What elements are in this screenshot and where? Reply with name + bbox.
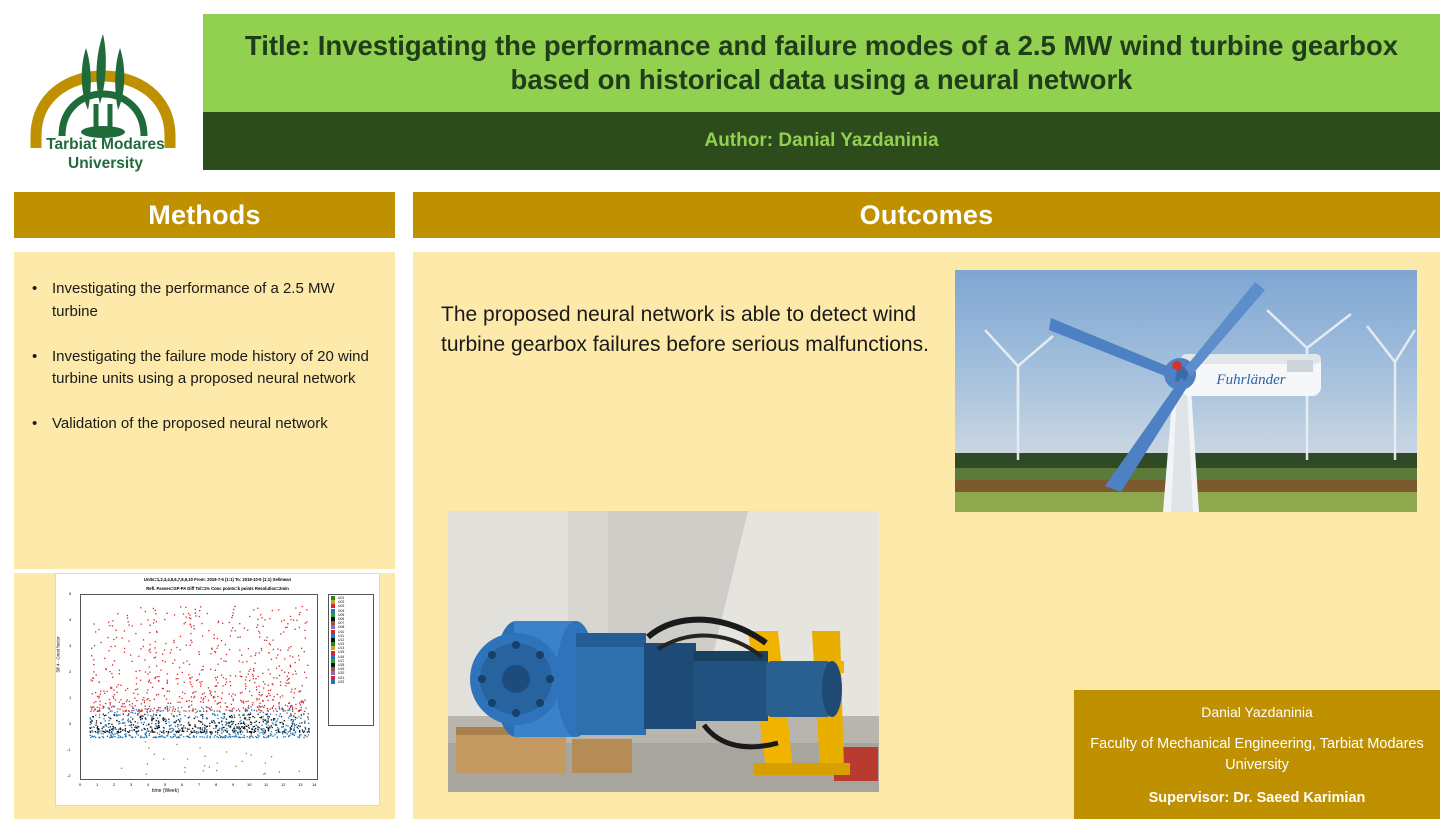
gearbox-photo bbox=[448, 511, 879, 792]
y-tick: 0 bbox=[69, 721, 72, 726]
x-tick: 9 bbox=[232, 782, 235, 787]
x-tick: 5 bbox=[164, 782, 167, 787]
x-tick: 8 bbox=[215, 782, 218, 787]
page-title: Title: Investigating the performance and failure modes of a 2.5 MW wind turbine gearbox based on historical data using a neural network bbox=[244, 30, 1399, 95]
legend-entry-label: U01 bbox=[338, 596, 345, 600]
wind-turbine-photo bbox=[955, 270, 1417, 512]
legend-entry-label: U06 bbox=[338, 616, 345, 621]
affiliation-faculty bbox=[1090, 734, 1424, 776]
chart-legend bbox=[328, 594, 374, 726]
chart-plot-area bbox=[80, 594, 318, 780]
legend-entry-label: U11 bbox=[338, 633, 344, 638]
methods-section-header bbox=[14, 192, 395, 238]
y-tick: 4 bbox=[69, 617, 72, 622]
bullet-icon: • bbox=[32, 347, 38, 365]
legend-entry-label: U07 bbox=[338, 621, 345, 626]
y-tick: 3 bbox=[69, 643, 72, 648]
legend-entry-label: U21 bbox=[338, 675, 345, 680]
x-tick: 7 bbox=[198, 782, 201, 787]
methods-bullet-list bbox=[14, 262, 395, 458]
affiliation-university-word2: Modares bbox=[1367, 736, 1424, 752]
y-tick: 5 bbox=[69, 591, 72, 596]
wind-turbine-photo-svg bbox=[955, 270, 1417, 512]
x-tick: 10 bbox=[247, 782, 252, 787]
x-tick: 0 bbox=[79, 782, 82, 787]
x-tick: 12 bbox=[281, 782, 286, 787]
legend-marker-icon bbox=[331, 680, 335, 684]
logo-text-line2: University bbox=[68, 154, 143, 172]
y-tick: -2 bbox=[67, 773, 71, 778]
legend-entry bbox=[331, 680, 371, 684]
author-label: Author: Danial Yazdaninia bbox=[704, 130, 939, 151]
list-item bbox=[32, 346, 377, 392]
list-item-label: Investigating the performance of a 2.5 MW turbine bbox=[52, 280, 335, 320]
legend-entry-label: U15 bbox=[338, 650, 345, 655]
list-item-label: Investigating the failure mode history of 20 wind turbine units using a proposed neural network bbox=[52, 347, 369, 388]
failure-history-scatter-plot bbox=[55, 573, 380, 806]
methods-header-label: Methods bbox=[148, 199, 261, 230]
list-item bbox=[32, 278, 377, 324]
legend-entry-label: U14 bbox=[338, 646, 345, 651]
legend-entry-label: U02 bbox=[338, 600, 345, 605]
legend-entry-label: U17 bbox=[338, 658, 345, 663]
legend-entry-label: U20 bbox=[338, 671, 345, 676]
x-tick: 2 bbox=[113, 782, 116, 787]
chart-ylabel: Sif 4 - Crest factor bbox=[55, 636, 61, 673]
logo-text-line1: Tarbiat Modares bbox=[46, 136, 165, 153]
outcomes-section-header bbox=[413, 192, 1440, 238]
poster-title-banner bbox=[203, 14, 1440, 112]
x-tick: 4 bbox=[147, 782, 150, 787]
chart-points-svg bbox=[81, 595, 317, 779]
legend-entry-label: U05 bbox=[338, 612, 345, 617]
legend-entry-label: U22 bbox=[338, 679, 345, 684]
legend-entry-label: U03 bbox=[338, 604, 345, 609]
y-tick: -1 bbox=[67, 747, 71, 752]
x-tick: 11 bbox=[264, 782, 269, 787]
chart-xlabel: time (Week) bbox=[152, 788, 179, 794]
list-item-label: Validation of the proposed neural network bbox=[52, 415, 328, 433]
legend-entry-label: U18 bbox=[338, 663, 345, 667]
affiliation-author-name: Danial Yazdaninia bbox=[1201, 704, 1313, 720]
svg-text:Fuhrländer: Fuhrländer bbox=[1216, 372, 1286, 388]
outcomes-header-label: Outcomes bbox=[859, 199, 994, 230]
x-tick: 3 bbox=[130, 782, 133, 787]
affiliation-supervisor: Supervisor: Dr. Saeed Karimian bbox=[1148, 790, 1366, 807]
poster-author-banner bbox=[203, 112, 1440, 170]
affiliation-university-word1: Tarbiat bbox=[1319, 736, 1364, 752]
bullet-icon: • bbox=[32, 280, 38, 297]
affiliation-box bbox=[1074, 690, 1440, 819]
legend-entry-label: U10 bbox=[338, 629, 345, 634]
bullet-icon: • bbox=[32, 415, 38, 433]
y-tick: 1 bbox=[69, 695, 72, 700]
legend-entry-label: U04 bbox=[338, 608, 345, 613]
legend-entry-label: U08 bbox=[338, 625, 345, 630]
y-tick: 2 bbox=[69, 669, 72, 674]
chart-title-line1: Units=1,2,3,4,5,6,7,8,9,10 From: 2019-7-5 (1:1) To: 2019-10-5 (1:1) Sel/mean bbox=[143, 577, 292, 582]
x-tick: 1 bbox=[96, 782, 99, 787]
list-item bbox=[32, 413, 377, 436]
legend-entry-label: U19 bbox=[338, 667, 345, 672]
outcomes-statement: The proposed neural network is able to detect wind turbine gearbox failures before serious malfunctions. bbox=[441, 303, 929, 356]
x-tick: 13 bbox=[298, 782, 303, 787]
affiliation-faculty-part2: University bbox=[1225, 757, 1289, 774]
legend-entry-label: U13 bbox=[338, 642, 345, 647]
x-tick: 14 bbox=[312, 782, 317, 787]
university-logo bbox=[18, 8, 193, 183]
chart-title-line2: Refl. Passes=GP-PA Diff Tol=1% Conc points=k points Resolution=2min bbox=[146, 585, 289, 591]
affiliation-faculty-part1: Faculty of Mechanical Engineering, bbox=[1090, 736, 1320, 752]
legend-entry-label: U16 bbox=[338, 654, 345, 659]
x-tick: 6 bbox=[181, 782, 184, 787]
legend-entry-label: U12 bbox=[338, 637, 345, 642]
gearbox-photo-svg bbox=[448, 511, 879, 792]
